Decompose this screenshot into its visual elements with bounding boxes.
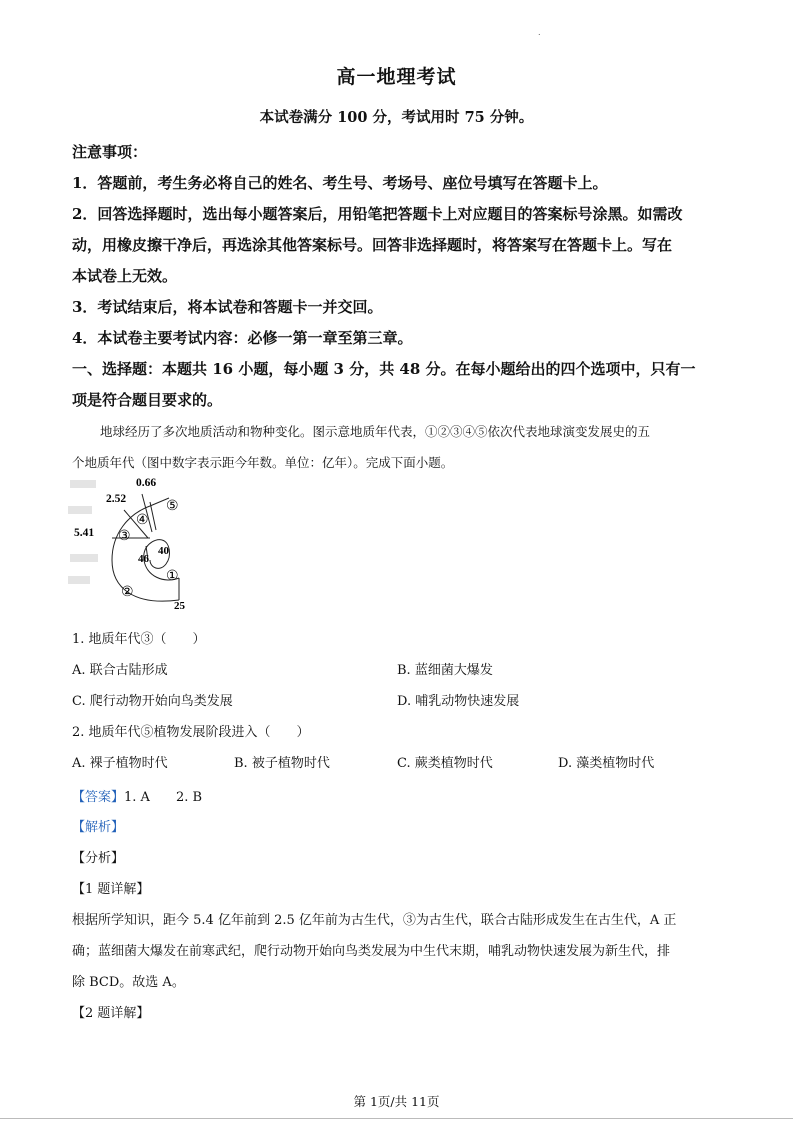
q1-detail-text: 除 BCD。故选 A。 bbox=[72, 975, 185, 990]
answer-line bbox=[72, 786, 202, 805]
notice-heading: 注意事项： bbox=[72, 143, 148, 161]
tick-label: 25 bbox=[174, 600, 185, 612]
era-label: ④ bbox=[136, 513, 149, 528]
q1-option-d: D. 哺乳动物快速发展 bbox=[397, 694, 520, 709]
q1-option-c: C. 爬行动物开始向鸟类发展 bbox=[72, 694, 233, 709]
q1-detail-tag: 【1 题详解】 bbox=[72, 882, 150, 897]
question-2-stem: 2. 地质年代⑤植物发展阶段进入（ ） bbox=[72, 725, 310, 740]
q2-option-d: D. 藻类植物时代 bbox=[558, 756, 655, 771]
tick-label: 46 bbox=[138, 553, 149, 565]
era-boundary bbox=[150, 502, 156, 530]
notice-item: 1．答题前，考生务必将自己的姓名、考生号、考场号、座位号填写在答题卡上。 bbox=[72, 174, 608, 192]
section-heading: 一、选择题：本题共 16 小题，每小题 3 分，共 48 分。在每小题给出的四个选项中，只有一 bbox=[72, 360, 696, 378]
section-heading: 项是符合题目要求的。 bbox=[72, 391, 223, 409]
q2-option-b: B. 被子植物时代 bbox=[234, 756, 330, 771]
era-label: ② bbox=[121, 585, 134, 600]
footer-divider bbox=[0, 1118, 793, 1119]
answer-text: 1. A 2. B bbox=[124, 790, 203, 805]
tick-label: 5.41 bbox=[74, 527, 95, 539]
tick-label: 2.52 bbox=[106, 493, 127, 505]
analysis-tag: 【解析】 bbox=[72, 820, 125, 835]
notice-item: 4．本试卷主要考试内容：必修一第一章至第三章。 bbox=[72, 329, 413, 347]
q1-detail-text: 根据所学知识，距今 5.4 亿年前到 2.5 亿年前为古生代，③为古生代，联合古陆形成发生在古生代，A 正 bbox=[72, 913, 677, 928]
exam-subtitle: 本试卷满分 100 分，考试用时 75 分钟。 bbox=[259, 109, 534, 126]
q1-detail-text: 确；蓝细菌大爆发在前寒武纪，爬行动物开始向鸟类发展为中生代末期，哺乳动物快速发展为新生代，排 bbox=[72, 944, 671, 959]
page-footer: 第 1页/共 11页 bbox=[353, 1094, 440, 1109]
fenxi-tag: 【分析】 bbox=[72, 851, 125, 866]
q2-option-c: C. 蕨类植物时代 bbox=[397, 756, 493, 771]
era-label: ⑤ bbox=[166, 499, 179, 514]
notice-item: 2．回答选择题时，选出每小题答案后，用铅笔把答题卡上对应题目的答案标号涂黑。如需改 bbox=[72, 205, 683, 223]
answer-tag: 【答案】 bbox=[72, 790, 125, 805]
notice-item: 动，用橡皮擦干净后，再选涂其他答案标号。回答非选择题时，将答案写在答题卡上。写在 bbox=[72, 236, 673, 254]
page-title: 高一地理考试 bbox=[336, 66, 457, 88]
tick-label: 0.66 bbox=[136, 477, 157, 489]
tick-label: 40 bbox=[158, 545, 169, 557]
passage-text: 个地质年代（图中数字表示距今年数。单位：亿年）。完成下面小题。 bbox=[72, 455, 454, 470]
corner-dot: . bbox=[538, 28, 541, 37]
question-1-stem: 1. 地质年代③（ ） bbox=[72, 632, 206, 647]
geologic-time-spiral-figure bbox=[66, 472, 196, 614]
q2-detail-tag: 【2 题详解】 bbox=[72, 1006, 150, 1021]
q1-option-b: B. 蓝细菌大爆发 bbox=[397, 663, 493, 678]
notice-item: 3．考试结束后，将本试卷和答题卡一并交回。 bbox=[72, 298, 383, 316]
passage-text: 地球经历了多次地质活动和物种变化。图示意地质年代表，①②③④⑤依次代表地球演变发展史的五 bbox=[100, 424, 651, 439]
era-label: ③ bbox=[118, 529, 131, 544]
notice-item: 本试卷上无效。 bbox=[72, 267, 178, 285]
q1-option-a: A. 联合古陆形成 bbox=[72, 663, 168, 678]
era-label: ① bbox=[166, 569, 179, 584]
q2-option-a: A. 裸子植物时代 bbox=[72, 756, 168, 771]
